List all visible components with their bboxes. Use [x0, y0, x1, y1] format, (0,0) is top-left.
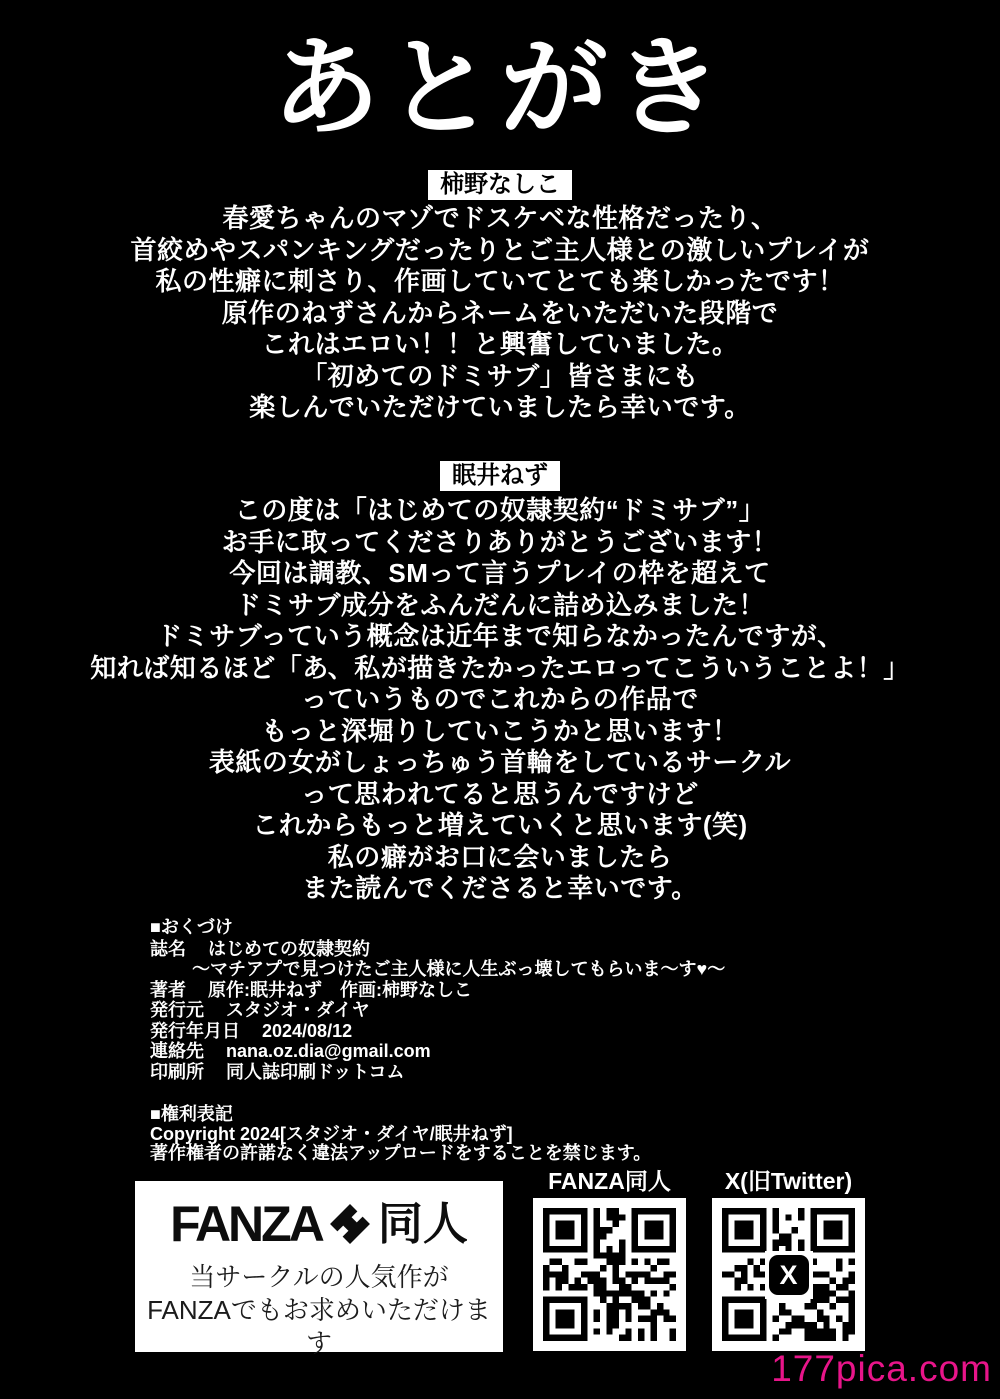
colophon-value: 原作:眠井ねず 作画:柿野なしこ — [208, 979, 472, 1000]
afterword-line: もっと深堀りしていこうかと思います！ — [261, 715, 739, 746]
afterword-line: ドミサブっていう概念は近年まで知らなかったんですが、 — [156, 621, 844, 651]
qr-pattern — [543, 1208, 676, 1341]
colophon-email: nana.oz.dia@gmail.com — [226, 1041, 431, 1061]
afterword-text-kakino — [0, 203, 1000, 424]
colophon-label: 著者 — [150, 979, 186, 1000]
author-name-badge-kakino: 柿野なしこ — [428, 170, 572, 200]
colophon-label: 誌名 — [150, 938, 186, 959]
colophon-value: 同人誌印刷ドットコム — [226, 1061, 405, 1082]
colophon-label: 印刷所 — [150, 1061, 204, 1082]
author-header-wrap-1 — [0, 170, 1000, 200]
x-logo-icon: X — [769, 1255, 809, 1295]
colophon-heading: ■おくづけ — [150, 917, 233, 937]
colophon-value: スタジオ・ダイヤ — [226, 1000, 370, 1020]
fanza-logo-text: FANZA — [170, 1196, 322, 1252]
afterword-line: 私の性癖に刺さり、作画していてとても楽しかったです！ — [155, 266, 845, 296]
colophon-row-authors — [150, 980, 725, 1001]
qr-label-fanza: FANZA同人 — [548, 1168, 671, 1194]
afterword-text-nemui — [0, 495, 1000, 905]
afterword-line: また読んでくださると幸いです。 — [302, 873, 698, 903]
colophon-label: 発行年月日 — [150, 1020, 240, 1041]
fanza-promo-line1: 当サークルの人気作が — [189, 1262, 449, 1292]
afterword-line: 首絞めやスパンキングだったりとご主人様との激しいプレイが — [130, 234, 870, 265]
author-header-wrap-2 — [0, 461, 1000, 491]
x-logo-pad — [765, 1251, 813, 1299]
colophon-row-title — [150, 939, 725, 960]
afterword-line: っていうものでこれからの作品で — [301, 684, 699, 714]
fanza-promo-text — [135, 1261, 503, 1360]
afterword-line: ドミサブ成分をふんだんに詰め込みました！ — [234, 589, 765, 620]
afterword-line: これからもっと増えていくと思います(笑) — [252, 810, 748, 840]
rights-heading: ■権利表記 — [150, 1104, 233, 1124]
watermark-text: 177pica.com — [771, 1348, 992, 1389]
colophon-row-subtitle — [150, 959, 725, 980]
afterword-line: 私の癖がお口に会いましたら — [327, 841, 673, 872]
colophon-row-printer — [150, 1062, 725, 1083]
afterword-line: 原作のねずさんからネームをいただいた段階で — [221, 297, 779, 328]
afterword-line: って思われてると思うんですけど — [301, 778, 699, 809]
afterword-line: 今回は調教、SMって言うプレイの枠を超えて — [229, 558, 771, 588]
colophon-value: 2024/08/12 — [262, 1020, 353, 1041]
colophon-row-date — [150, 1021, 725, 1042]
colophon-row-publisher — [150, 1000, 725, 1021]
fanza-promo-box — [135, 1181, 503, 1358]
colophon-label: 連絡先 — [150, 1041, 204, 1061]
afterword-line: 「初めてのドミサブ」皆さまにも — [301, 360, 699, 391]
colophon-value: 〜マチアプで見つけたご主人様に人生ぶっ壊してもらいま〜す♥〜 — [192, 959, 726, 979]
colophon-label: 発行元 — [150, 1000, 204, 1020]
qr-label-x-twitter: X(旧Twitter) — [724, 1168, 853, 1194]
qr-code-x-twitter — [712, 1198, 865, 1351]
author-name-badge-nemui: 眠井ねず — [440, 461, 560, 491]
page-title: あとがき — [271, 25, 728, 151]
colophon-value: はじめての奴隷契約 — [208, 938, 370, 959]
rights-block — [150, 1105, 651, 1164]
fanza-logo-suffix: 同人 — [377, 1198, 468, 1249]
colophon-block — [150, 917, 725, 1082]
afterword-line: お手に取ってくださりありがとうございます！ — [221, 526, 779, 557]
fanza-promo-line2: FANZAでもお求めいただけます — [147, 1295, 491, 1358]
afterword-line: 春愛ちゃんのマゾでドスケベな性格だったり、 — [222, 203, 778, 233]
fanza-diamond-icon — [329, 1203, 371, 1245]
colophon-row-contact — [150, 1041, 725, 1062]
qr-code-fanza — [533, 1198, 686, 1351]
copyright-line: Copyright 2024[スタジオ・ダイヤ/眠井ねず] — [150, 1123, 513, 1144]
fanza-doujin-logo — [170, 1196, 468, 1252]
afterword-line: これはエロい！！と興奮していました。 — [261, 329, 739, 359]
no-upload-notice: 著作権者の許諾なく違法アップロードをすることを禁じます。 — [150, 1143, 652, 1163]
afterword-line: 楽しんでいただけていましたら幸いです。 — [249, 392, 751, 422]
afterword-line: 知れば知るほど「あ、私が描きたかったエロってこういうことよ！」 — [90, 652, 910, 683]
afterword-line: 表紙の女がしょっちゅう首輪をしているサークル — [208, 747, 792, 777]
afterword-line: この度は「はじめての奴隷契約“ドミサブ”」 — [234, 495, 766, 525]
